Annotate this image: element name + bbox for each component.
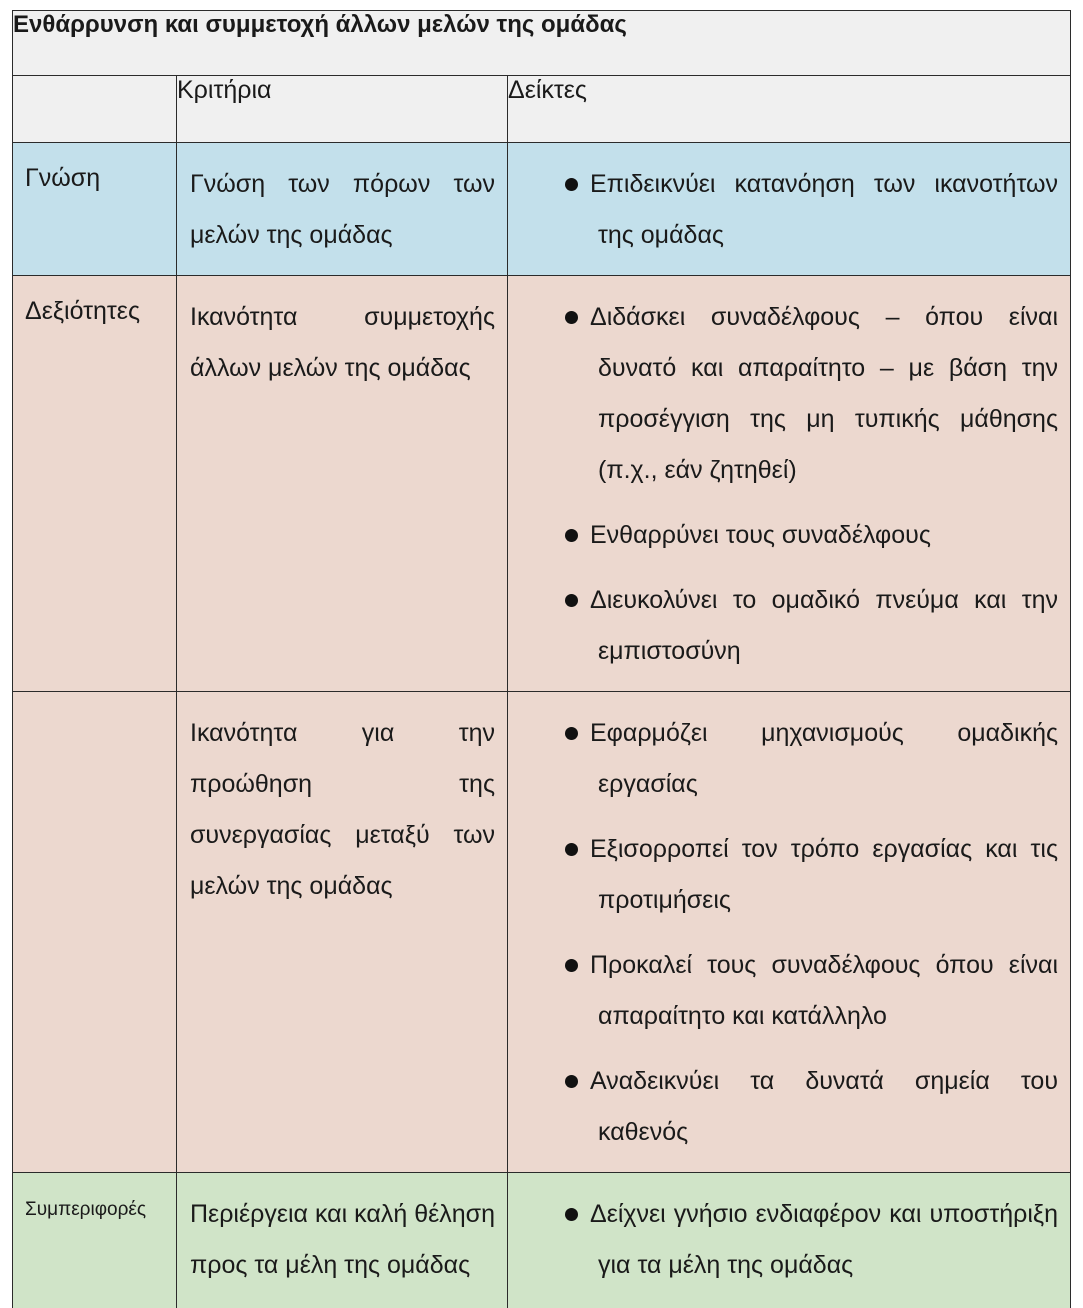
- indicator-list: [508, 159, 1058, 261]
- list-item: Δείχνει γνήσιο ενδιαφέρον και υποστήριξη για τα μέλη της ομάδας: [508, 1189, 1058, 1291]
- indicator-list: [508, 708, 1058, 1158]
- list-item: Αναδεικνύει τα δυνατά σημεία του καθενός: [508, 1056, 1058, 1158]
- bullet-icon: [565, 727, 578, 740]
- category-cell: Δεξιότητες: [13, 276, 177, 692]
- bullet-icon: [565, 178, 578, 191]
- table-title: Ενθάρρυνση και συμμετοχή άλλων μελών της ομάδας: [13, 11, 1071, 76]
- bullet-icon: [565, 594, 578, 607]
- table-row: [13, 143, 1071, 276]
- bullet-icon: [565, 843, 578, 856]
- category-cell: Συμπεριφορές: [13, 1173, 177, 1308]
- indicator-list: [508, 292, 1058, 677]
- indicators-cell: [508, 1173, 1071, 1308]
- category-cell: [13, 692, 177, 1173]
- criterion-cell: Ικανότητα για την προώθηση της συνεργασίας μεταξύ των μελών της ομάδας: [177, 692, 508, 1173]
- list-item: Προκαλεί τους συναδέλφους όπου είναι απαραίτητο και κατάλληλο: [508, 940, 1058, 1042]
- criterion-cell: Ικανότητα συμμετοχής άλλων μελών της ομάδας: [177, 276, 508, 692]
- list-item: Επιδεικνύει κατανόηση των ικανοτήτων της ομάδας: [508, 159, 1058, 261]
- table-header-row: [13, 76, 1071, 143]
- indicators-cell: [508, 276, 1071, 692]
- list-item: Εφαρμόζει μηχανισμούς ομαδικής εργασίας: [508, 708, 1058, 810]
- criterion-cell: Περιέργεια και καλή θέληση προς τα μέλη της ομάδας: [177, 1173, 508, 1308]
- bullet-icon: [565, 1075, 578, 1088]
- header-indicators: Δείκτες: [508, 76, 1071, 143]
- bullet-icon: [565, 529, 578, 542]
- list-item: Διευκολύνει το ομαδικό πνεύμα και την εμπιστοσύνη: [508, 575, 1058, 677]
- indicators-cell: [508, 143, 1071, 276]
- bullet-icon: [565, 1208, 578, 1221]
- table-row: [13, 276, 1071, 692]
- list-item: Ενθαρρύνει τους συναδέλφους: [508, 510, 1058, 561]
- table-row: [13, 1173, 1071, 1308]
- criterion-cell: Γνώση των πόρων των μελών της ομάδας: [177, 143, 508, 276]
- bullet-icon: [565, 959, 578, 972]
- table-row: [13, 692, 1071, 1173]
- indicators-cell: [508, 692, 1071, 1173]
- table-title-row: [13, 11, 1071, 76]
- category-cell: Γνώση: [13, 143, 177, 276]
- indicator-list: [508, 1189, 1058, 1291]
- bullet-icon: [565, 311, 578, 324]
- competency-table: [12, 10, 1071, 1308]
- header-criteria: Κριτήρια: [177, 76, 508, 143]
- list-item: Διδάσκει συναδέλφους – όπου είναι δυνατό και απαραίτητο – με βάση την προσέγγιση της μη τυπικής μάθησης (π.χ., εάν ζητηθεί): [508, 292, 1058, 496]
- header-empty-cell: [13, 76, 177, 143]
- list-item: Εξισορροπεί τον τρόπο εργασίας και τις προτιμήσεις: [508, 824, 1058, 926]
